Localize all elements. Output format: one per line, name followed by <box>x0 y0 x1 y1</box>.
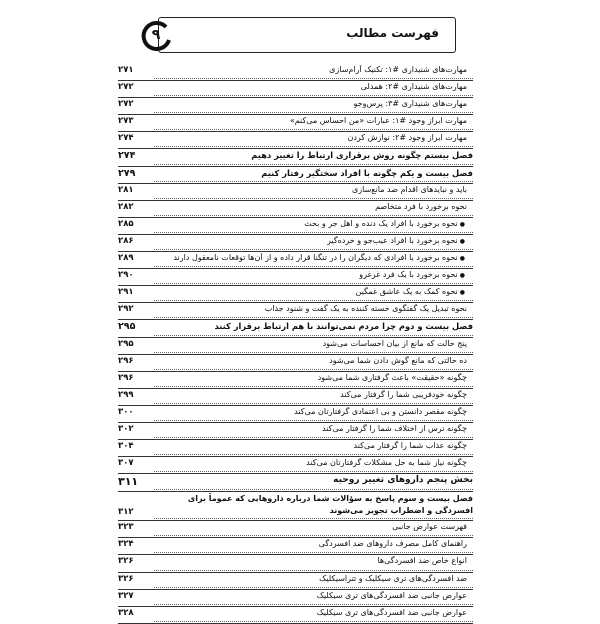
toc-entry-title: ●نحوه کمک به یک عاشق غمگین <box>355 287 465 297</box>
toc-entry <box>118 538 473 555</box>
toc-entry <box>118 474 473 492</box>
bullet-icon: ● <box>459 289 465 297</box>
toc-entry-page: ۳۲۳ <box>118 522 134 533</box>
toc-entry-page: ۲۷۱ <box>118 65 134 75</box>
toc-entry-title: چگونه نیاز شما به حل مشکلات گرفتارتان می‌کند <box>306 458 467 468</box>
toc-leader-dots <box>154 163 473 165</box>
toc-leader-dots <box>154 248 473 250</box>
toc-entry-title: راهنمای کامل مصرف داروهای ضد افسردگی <box>318 539 467 549</box>
toc-leader-dots <box>154 436 473 438</box>
toc-leader-dots <box>154 534 473 536</box>
toc-entry-page: ۲۹۱ <box>118 287 134 298</box>
toc-entry-page: ۲۷۴ <box>118 150 136 162</box>
toc-entry <box>118 338 473 355</box>
toc-entry <box>118 492 473 521</box>
toc-entry <box>118 423 473 440</box>
toc-entry <box>118 115 473 132</box>
toc-entry <box>118 555 473 572</box>
toc-entry-page: ۳۲۴ <box>118 539 134 550</box>
toc-entry <box>118 167 473 184</box>
toc-entry <box>118 457 473 474</box>
toc-entry-title: مهارت ابراز وجود #۲: نوازش کردن <box>347 133 467 143</box>
toc-leader-dots <box>154 402 473 404</box>
toc-entry-title: ●نحوه برخورد با افراد یک دنده و اهل جر و بحث <box>304 218 465 228</box>
toc-entry-title: پنج حالت که مانع از بیان احساسات می‌شود <box>322 338 467 348</box>
toc-entry-title: چگونه «حقیقت» باعث گرفتاری شما می‌شود <box>317 372 467 382</box>
toc-entry <box>118 590 473 607</box>
toc-leader-dots <box>154 214 473 216</box>
toc-entry-page: ۳۰۴ <box>118 441 134 452</box>
toc-entry-page: ۲۷۲ <box>118 82 134 93</box>
toc-entry <box>118 184 473 201</box>
toc-leader-dots <box>154 265 473 267</box>
toc-leader-dots <box>154 334 473 336</box>
toc-entry-title: چگونه خودفریبی شما را گرفتار می‌کند <box>340 389 467 399</box>
toc-entry <box>118 218 473 235</box>
toc-leader-dots <box>154 111 473 113</box>
toc-entry <box>118 98 473 115</box>
toc-entry-title: مهارت‌های شنیداری #۱: تکنیک آرام‌سازی <box>329 65 467 74</box>
toc-entry <box>118 252 473 269</box>
toc-entry <box>118 406 473 423</box>
toc-entry <box>118 372 473 389</box>
toc-entry <box>118 269 473 286</box>
toc-leader-dots <box>154 368 473 370</box>
toc-entry-page: ۲۸۹ <box>118 253 134 264</box>
toc-entry-title: مهارت‌های شنیداری #۳: پرس‌وجو <box>353 99 467 109</box>
toc-entry-title: مهارت ابراز وجود #۱: عبارات «من احساس می‌کنم» <box>289 116 467 126</box>
toc-leader-dots <box>154 453 473 455</box>
toc-entry-title: فصل بیستم چگونه روش برقراری ارتباط را تغییر دهیم <box>251 150 473 161</box>
toc-entry-page: ۳۰۷ <box>118 458 134 469</box>
toc-leader-dots <box>154 94 473 96</box>
page-header <box>158 17 456 53</box>
toc-entry <box>118 440 473 457</box>
toc-leader-dots <box>154 282 473 284</box>
toc-entry-title: بخش پنجم داروهای تغییر روحیه <box>333 475 473 486</box>
toc-entry-page: ۳۰۰ <box>118 406 134 417</box>
toc-leader-dots <box>154 419 473 421</box>
toc-leader-dots <box>154 517 473 519</box>
toc-entry-title: نحوه برخورد با فرد متخاصم <box>375 201 467 211</box>
toc-leader-dots <box>154 180 473 182</box>
toc-entry-page: ۲۸۶ <box>118 235 134 246</box>
toc-entry-page: ۲۹۶ <box>118 372 134 383</box>
toc-entry-title: فصل بیست و یکم چگونه با افراد سختگیر رفتار کنیم <box>261 167 473 178</box>
toc-entry-page: ۲۹۲ <box>118 304 134 315</box>
bullet-icon: ● <box>459 220 465 228</box>
toc-entry-title: فصل بیست و سوم پاسخ به سؤالات شما درباره داروهایی که عموماً برای افسردگی و اضطراب تجویز می‌شوند <box>187 494 473 516</box>
toc-entry-page: ۲۷۲ <box>118 99 134 110</box>
toc-leader-dots <box>154 231 473 233</box>
page-number: ۹ <box>151 27 161 43</box>
bullet-icon: ● <box>459 255 465 263</box>
toc-entry <box>118 286 473 303</box>
toc-entry-page: ۲۹۵ <box>118 338 134 349</box>
toc-entry-page: ۲۸۲ <box>118 201 134 212</box>
toc-entry-page: ۲۹۶ <box>118 355 134 366</box>
toc-entry <box>118 389 473 406</box>
toc-entry-page: ۲۷۹ <box>118 167 136 179</box>
toc-entry <box>118 303 473 320</box>
toc-leader-dots <box>154 551 473 553</box>
toc-leader-dots <box>154 569 473 571</box>
toc-leader-dots <box>154 77 473 79</box>
toc-entry-title: ●نحوه برخورد با افراد عیب‌جو و خرده‌گیر <box>326 235 465 245</box>
toc-entry-title: مهارت‌های شنیداری #۲: همدلی <box>360 82 467 92</box>
toc-entry <box>118 521 473 538</box>
toc-entry-page: ۲۸۵ <box>118 218 134 229</box>
toc-entry-page: ۳۲۶ <box>118 556 134 567</box>
toc-entry-title: عوارض جانبی ضد افسردگی‌های تری سیکلیک <box>316 607 467 617</box>
toc-entry-title: ●نحوه برخورد با یک فرد غرغرو <box>359 270 465 280</box>
toc-leader-dots <box>154 145 473 147</box>
toc-entry <box>118 235 473 252</box>
toc-entry <box>118 355 473 372</box>
page-number-badge <box>139 20 173 54</box>
toc-entry-title: فصل بیست و دوم چرا مردم نمی‌توانند با هم ارتباط برقرار کنند <box>214 321 473 332</box>
toc-entry-page: ۳۱۱ <box>118 475 139 489</box>
toc-entry <box>118 64 473 81</box>
toc-entry-title: فهرست عوارض جانبی <box>392 522 467 532</box>
toc-leader-dots <box>154 299 473 301</box>
toc-entry-page: ۳۰۲ <box>118 423 134 434</box>
bullet-icon: ● <box>459 237 465 245</box>
toc-leader-dots <box>154 470 473 472</box>
toc-leader-dots <box>154 488 473 490</box>
toc-entry-page: ۳۲۶ <box>118 573 134 584</box>
toc-entry <box>118 607 473 624</box>
toc-entry-title: چگونه مقصر دانستن و بی اعتمادی گرفتارتان می‌کند <box>294 406 467 416</box>
toc-entry-page: ۲۹۵ <box>118 321 136 333</box>
bullet-icon: ● <box>459 272 465 280</box>
toc-entry-title: چگونه ترس از اختلاف شما را گرفتار می‌کند <box>322 423 467 433</box>
toc-entry <box>118 573 473 590</box>
toc-leader-dots <box>154 197 473 199</box>
toc-entry <box>118 149 473 166</box>
toc-entry-title: ضد افسردگی‌های تری سیکلیک و تتراسیکلیک <box>319 573 467 583</box>
toc-entry <box>118 81 473 98</box>
toc-entry-title: باید و نبایدهای اقدام ضد مانع‌سازی <box>352 184 467 194</box>
page-title: فهرست مطالب <box>346 26 439 40</box>
toc-leader-dots <box>154 316 473 318</box>
toc-entry-title: ●نحوه برخورد با افرادی که دیگران را در تنگنا قرار داده و از آن‌ها توقعات نامعقول دارند <box>173 253 465 263</box>
toc-leader-dots <box>154 385 473 387</box>
toc-leader-dots <box>154 620 473 622</box>
toc-entry-page: ۲۷۳ <box>118 116 134 127</box>
toc-entry-title: عوارض جانبی ضد افسردگی‌های تری سیکلیک <box>316 590 467 600</box>
toc-entry-page: ۳۱۲ <box>118 507 134 518</box>
toc-entry-title: چگونه عذاب شما را گرفتار می‌کند <box>353 441 467 451</box>
toc-entry-page: ۳۲۷ <box>118 590 134 601</box>
toc-leader-dots <box>154 586 473 588</box>
toc-leader-dots <box>154 128 473 130</box>
toc-entry-page: ۲۹۹ <box>118 389 134 400</box>
table-of-contents <box>118 64 473 624</box>
toc-entry-title: نحوه تبدیل یک گفتگوی خسته کننده به یک گفت و شنود جذاب <box>264 304 467 314</box>
toc-entry-title: ده حالتی که مانع گوش دادن شما می‌شود <box>329 355 467 365</box>
toc-entry-page: ۳۲۸ <box>118 607 134 618</box>
toc-entry-page: ۲۸۱ <box>118 184 134 195</box>
toc-entry-page: ۲۹۰ <box>118 270 134 281</box>
toc-leader-dots <box>154 603 473 605</box>
toc-entry <box>118 320 473 337</box>
toc-entry-page: ۲۷۴ <box>118 133 134 144</box>
toc-entry <box>118 132 473 149</box>
toc-entry-title: انواع خاص ضد افسردگی‌ها <box>377 556 467 566</box>
toc-entry <box>118 201 473 218</box>
toc-leader-dots <box>154 351 473 353</box>
